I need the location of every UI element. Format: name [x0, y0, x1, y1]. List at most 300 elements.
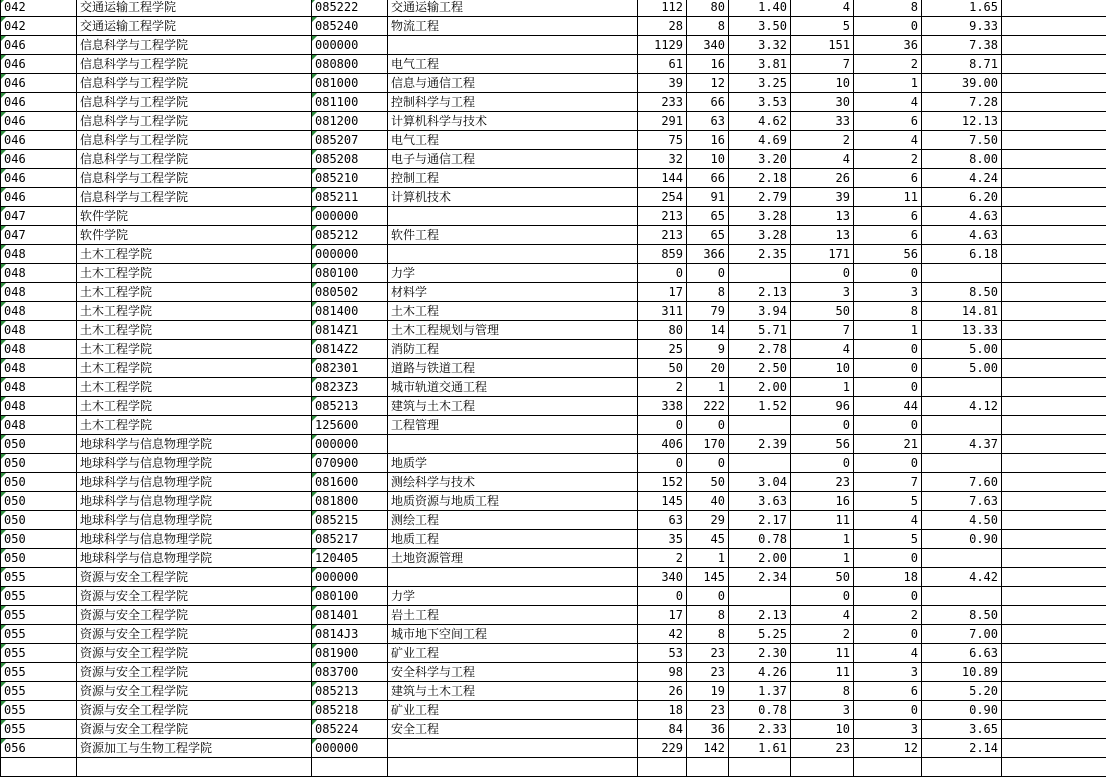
cell-value-1[interactable]: 80 [638, 321, 687, 340]
cell-value-1[interactable]: 0 [638, 416, 687, 435]
cell-ratio-2[interactable]: 7.38 [922, 36, 1002, 55]
cell-major-code[interactable]: 0823Z3 [312, 378, 388, 397]
cell-dept-name[interactable]: 土木工程学院 [77, 340, 312, 359]
cell-dept-code[interactable]: 047 [1, 207, 77, 226]
cell-value-3[interactable]: 4 [791, 606, 854, 625]
cell-dept-code[interactable]: 048 [1, 245, 77, 264]
cell-ratio-1[interactable]: 2.30 [729, 644, 791, 663]
cell-ratio-2[interactable]: 13.33 [922, 321, 1002, 340]
cell-dept-code[interactable]: 048 [1, 359, 77, 378]
cell-major-name[interactable] [388, 36, 638, 55]
cell-ratio-1[interactable] [729, 587, 791, 606]
cell-ratio-2[interactable]: 5.20 [922, 682, 1002, 701]
cell-dept-code[interactable]: 050 [1, 511, 77, 530]
cell-ratio-1[interactable]: 5.25 [729, 625, 791, 644]
cell-value-3[interactable]: 7 [791, 321, 854, 340]
cell-ratio-1[interactable]: 3.63 [729, 492, 791, 511]
cell-major-name[interactable]: 消防工程 [388, 340, 638, 359]
cell-value-4[interactable]: 0 [854, 625, 922, 644]
cell-ratio-2[interactable]: 5.00 [922, 359, 1002, 378]
cell-value-3[interactable]: 0 [791, 454, 854, 473]
cell-ratio-1[interactable]: 1.40 [729, 0, 791, 17]
cell-dept-name[interactable]: 土木工程学院 [77, 283, 312, 302]
cell-major-name[interactable]: 计算机科学与技术 [388, 112, 638, 131]
cell-dept-name[interactable]: 地球科学与信息物理学院 [77, 530, 312, 549]
cell-value-4[interactable]: 7 [854, 473, 922, 492]
cell-value-2[interactable]: 170 [687, 435, 729, 454]
cell-value-4[interactable]: 0 [854, 340, 922, 359]
cell-ratio-1[interactable] [729, 758, 791, 777]
cell-value-2[interactable]: 40 [687, 492, 729, 511]
cell-extra[interactable] [1002, 283, 1106, 302]
cell-dept-code[interactable] [1, 758, 77, 777]
cell-ratio-2[interactable]: 7.00 [922, 625, 1002, 644]
cell-value-2[interactable]: 50 [687, 473, 729, 492]
cell-ratio-2[interactable]: 5.00 [922, 340, 1002, 359]
cell-major-code[interactable]: 125600 [312, 416, 388, 435]
cell-ratio-1[interactable]: 1.37 [729, 682, 791, 701]
cell-dept-code[interactable]: 048 [1, 416, 77, 435]
cell-value-2[interactable]: 8 [687, 17, 729, 36]
cell-value-4[interactable]: 3 [854, 283, 922, 302]
cell-dept-name[interactable]: 交通运输工程学院 [77, 0, 312, 17]
cell-value-1[interactable]: 406 [638, 435, 687, 454]
cell-ratio-2[interactable]: 4.63 [922, 207, 1002, 226]
cell-major-code[interactable]: 085222 [312, 0, 388, 17]
cell-dept-name[interactable]: 土木工程学院 [77, 302, 312, 321]
cell-value-2[interactable]: 36 [687, 720, 729, 739]
cell-dept-code[interactable]: 048 [1, 302, 77, 321]
cell-value-1[interactable]: 291 [638, 112, 687, 131]
cell-major-code[interactable]: 080800 [312, 55, 388, 74]
cell-value-3[interactable]: 0 [791, 264, 854, 283]
cell-extra[interactable] [1002, 416, 1106, 435]
cell-value-1[interactable]: 311 [638, 302, 687, 321]
cell-ratio-1[interactable]: 2.13 [729, 606, 791, 625]
cell-dept-code[interactable]: 046 [1, 169, 77, 188]
cell-extra[interactable] [1002, 511, 1106, 530]
cell-value-2[interactable]: 10 [687, 150, 729, 169]
cell-value-3[interactable]: 3 [791, 701, 854, 720]
cell-value-1[interactable]: 0 [638, 587, 687, 606]
cell-ratio-2[interactable]: 4.12 [922, 397, 1002, 416]
cell-ratio-2[interactable] [922, 264, 1002, 283]
cell-extra[interactable] [1002, 245, 1106, 264]
cell-ratio-1[interactable]: 2.00 [729, 378, 791, 397]
cell-extra[interactable] [1002, 169, 1106, 188]
cell-major-name[interactable]: 土地资源管理 [388, 549, 638, 568]
cell-major-code[interactable]: 081900 [312, 644, 388, 663]
cell-value-3[interactable]: 3 [791, 283, 854, 302]
cell-extra[interactable] [1002, 378, 1106, 397]
cell-extra[interactable] [1002, 492, 1106, 511]
cell-major-code[interactable]: 080100 [312, 587, 388, 606]
cell-dept-name[interactable]: 资源与安全工程学院 [77, 606, 312, 625]
cell-dept-code[interactable]: 050 [1, 549, 77, 568]
cell-ratio-2[interactable]: 6.20 [922, 188, 1002, 207]
cell-dept-name[interactable]: 资源加工与生物工程学院 [77, 739, 312, 758]
cell-major-name[interactable]: 土木工程 [388, 302, 638, 321]
cell-major-code[interactable]: 085212 [312, 226, 388, 245]
cell-value-2[interactable]: 66 [687, 169, 729, 188]
cell-value-1[interactable]: 26 [638, 682, 687, 701]
cell-value-4[interactable]: 4 [854, 131, 922, 150]
cell-value-3[interactable] [791, 758, 854, 777]
cell-extra[interactable] [1002, 340, 1106, 359]
cell-value-2[interactable]: 9 [687, 340, 729, 359]
cell-value-1[interactable]: 213 [638, 207, 687, 226]
cell-extra[interactable] [1002, 701, 1106, 720]
cell-ratio-2[interactable] [922, 549, 1002, 568]
cell-value-2[interactable]: 16 [687, 131, 729, 150]
cell-value-3[interactable]: 0 [791, 587, 854, 606]
cell-dept-code[interactable]: 050 [1, 473, 77, 492]
cell-dept-code[interactable]: 055 [1, 587, 77, 606]
cell-major-name[interactable] [388, 245, 638, 264]
cell-major-code[interactable]: 085217 [312, 530, 388, 549]
cell-major-code[interactable]: 081000 [312, 74, 388, 93]
cell-value-3[interactable]: 7 [791, 55, 854, 74]
cell-value-3[interactable]: 0 [791, 416, 854, 435]
cell-value-2[interactable]: 65 [687, 207, 729, 226]
cell-major-name[interactable]: 电气工程 [388, 131, 638, 150]
cell-major-name[interactable]: 测绘科学与技术 [388, 473, 638, 492]
cell-value-3[interactable]: 16 [791, 492, 854, 511]
cell-dept-code[interactable]: 055 [1, 644, 77, 663]
cell-ratio-2[interactable]: 12.13 [922, 112, 1002, 131]
cell-major-code[interactable]: 081800 [312, 492, 388, 511]
cell-extra[interactable] [1002, 264, 1106, 283]
cell-dept-code[interactable]: 046 [1, 131, 77, 150]
cell-value-2[interactable]: 0 [687, 587, 729, 606]
cell-major-name[interactable]: 建筑与土木工程 [388, 682, 638, 701]
cell-dept-name[interactable]: 土木工程学院 [77, 264, 312, 283]
cell-dept-code[interactable]: 050 [1, 435, 77, 454]
cell-value-1[interactable]: 32 [638, 150, 687, 169]
cell-value-4[interactable]: 0 [854, 701, 922, 720]
cell-value-2[interactable]: 14 [687, 321, 729, 340]
cell-extra[interactable] [1002, 397, 1106, 416]
cell-ratio-1[interactable]: 2.35 [729, 245, 791, 264]
cell-dept-name[interactable]: 地球科学与信息物理学院 [77, 435, 312, 454]
cell-value-1[interactable]: 1129 [638, 36, 687, 55]
cell-major-name[interactable]: 信息与通信工程 [388, 74, 638, 93]
cell-ratio-1[interactable] [729, 264, 791, 283]
cell-ratio-2[interactable]: 4.63 [922, 226, 1002, 245]
cell-value-3[interactable]: 1 [791, 378, 854, 397]
cell-value-4[interactable]: 12 [854, 739, 922, 758]
cell-value-3[interactable]: 26 [791, 169, 854, 188]
cell-value-1[interactable]: 17 [638, 606, 687, 625]
cell-value-4[interactable]: 56 [854, 245, 922, 264]
cell-value-4[interactable]: 2 [854, 606, 922, 625]
cell-value-3[interactable]: 96 [791, 397, 854, 416]
cell-value-4[interactable]: 3 [854, 663, 922, 682]
cell-value-4[interactable]: 2 [854, 55, 922, 74]
cell-extra[interactable] [1002, 0, 1106, 17]
cell-dept-name[interactable]: 信息科学与工程学院 [77, 93, 312, 112]
cell-dept-name[interactable]: 交通运输工程学院 [77, 17, 312, 36]
cell-value-1[interactable]: 17 [638, 283, 687, 302]
cell-ratio-2[interactable]: 8.50 [922, 283, 1002, 302]
cell-extra[interactable] [1002, 188, 1106, 207]
cell-major-code[interactable]: 000000 [312, 435, 388, 454]
cell-dept-name[interactable]: 资源与安全工程学院 [77, 682, 312, 701]
cell-value-2[interactable]: 66 [687, 93, 729, 112]
cell-value-4[interactable]: 5 [854, 492, 922, 511]
cell-value-2[interactable]: 65 [687, 226, 729, 245]
cell-major-code[interactable]: 081200 [312, 112, 388, 131]
cell-dept-code[interactable]: 050 [1, 530, 77, 549]
cell-value-2[interactable]: 0 [687, 416, 729, 435]
cell-major-name[interactable]: 力学 [388, 587, 638, 606]
cell-major-code[interactable]: 085240 [312, 17, 388, 36]
cell-value-3[interactable]: 50 [791, 302, 854, 321]
cell-ratio-1[interactable]: 2.17 [729, 511, 791, 530]
cell-major-name[interactable] [388, 435, 638, 454]
cell-value-3[interactable]: 39 [791, 188, 854, 207]
cell-ratio-2[interactable]: 1.65 [922, 0, 1002, 17]
cell-major-code[interactable]: 081400 [312, 302, 388, 321]
cell-value-4[interactable]: 4 [854, 93, 922, 112]
cell-dept-code[interactable]: 048 [1, 378, 77, 397]
cell-extra[interactable] [1002, 758, 1106, 777]
cell-ratio-1[interactable] [729, 416, 791, 435]
cell-ratio-2[interactable]: 6.18 [922, 245, 1002, 264]
cell-dept-name[interactable]: 地球科学与信息物理学院 [77, 549, 312, 568]
cell-extra[interactable] [1002, 625, 1106, 644]
cell-value-4[interactable]: 4 [854, 644, 922, 663]
cell-dept-code[interactable]: 055 [1, 568, 77, 587]
cell-value-2[interactable]: 8 [687, 606, 729, 625]
cell-major-code[interactable]: 0814J3 [312, 625, 388, 644]
cell-value-4[interactable]: 0 [854, 454, 922, 473]
cell-dept-name[interactable]: 地球科学与信息物理学院 [77, 473, 312, 492]
cell-ratio-1[interactable]: 3.81 [729, 55, 791, 74]
cell-ratio-1[interactable]: 3.50 [729, 17, 791, 36]
cell-value-4[interactable]: 44 [854, 397, 922, 416]
cell-value-1[interactable]: 0 [638, 454, 687, 473]
cell-value-4[interactable]: 6 [854, 207, 922, 226]
cell-value-2[interactable]: 145 [687, 568, 729, 587]
cell-ratio-2[interactable] [922, 454, 1002, 473]
cell-value-4[interactable]: 0 [854, 17, 922, 36]
cell-value-4[interactable]: 0 [854, 264, 922, 283]
cell-ratio-2[interactable]: 4.24 [922, 169, 1002, 188]
cell-value-4[interactable]: 11 [854, 188, 922, 207]
cell-value-4[interactable]: 6 [854, 682, 922, 701]
cell-ratio-2[interactable]: 10.89 [922, 663, 1002, 682]
cell-value-3[interactable]: 13 [791, 207, 854, 226]
cell-value-2[interactable]: 340 [687, 36, 729, 55]
cell-major-name[interactable]: 矿业工程 [388, 644, 638, 663]
cell-extra[interactable] [1002, 17, 1106, 36]
cell-major-name[interactable]: 地质资源与地质工程 [388, 492, 638, 511]
cell-value-4[interactable]: 5 [854, 530, 922, 549]
cell-ratio-1[interactable]: 3.20 [729, 150, 791, 169]
cell-major-code[interactable]: 085224 [312, 720, 388, 739]
cell-ratio-1[interactable]: 2.34 [729, 568, 791, 587]
cell-value-1[interactable]: 28 [638, 17, 687, 36]
cell-major-code[interactable]: 085211 [312, 188, 388, 207]
cell-ratio-2[interactable]: 9.33 [922, 17, 1002, 36]
cell-ratio-1[interactable]: 2.00 [729, 549, 791, 568]
cell-value-1[interactable]: 42 [638, 625, 687, 644]
cell-value-3[interactable]: 11 [791, 644, 854, 663]
cell-major-code[interactable]: 000000 [312, 207, 388, 226]
cell-major-name[interactable]: 力学 [388, 264, 638, 283]
cell-dept-code[interactable]: 046 [1, 188, 77, 207]
cell-value-4[interactable]: 3 [854, 720, 922, 739]
cell-ratio-1[interactable]: 2.50 [729, 359, 791, 378]
cell-extra[interactable] [1002, 739, 1106, 758]
cell-dept-name[interactable]: 土木工程学院 [77, 378, 312, 397]
cell-value-2[interactable]: 23 [687, 644, 729, 663]
cell-value-2[interactable]: 23 [687, 701, 729, 720]
cell-ratio-2[interactable]: 7.63 [922, 492, 1002, 511]
cell-extra[interactable] [1002, 112, 1106, 131]
cell-ratio-2[interactable]: 8.71 [922, 55, 1002, 74]
cell-ratio-2[interactable] [922, 416, 1002, 435]
cell-dept-name[interactable]: 土木工程学院 [77, 245, 312, 264]
cell-value-2[interactable]: 222 [687, 397, 729, 416]
cell-value-3[interactable]: 2 [791, 625, 854, 644]
cell-value-1[interactable]: 18 [638, 701, 687, 720]
cell-major-name[interactable]: 交通运输工程 [388, 0, 638, 17]
cell-major-name[interactable]: 城市地下空间工程 [388, 625, 638, 644]
cell-ratio-1[interactable]: 4.62 [729, 112, 791, 131]
cell-extra[interactable] [1002, 682, 1106, 701]
cell-value-2[interactable]: 63 [687, 112, 729, 131]
cell-major-name[interactable]: 地质学 [388, 454, 638, 473]
cell-ratio-2[interactable]: 8.50 [922, 606, 1002, 625]
cell-ratio-1[interactable]: 1.52 [729, 397, 791, 416]
cell-major-name[interactable]: 土木工程规划与管理 [388, 321, 638, 340]
cell-major-code[interactable]: 000000 [312, 36, 388, 55]
cell-major-code[interactable]: 085215 [312, 511, 388, 530]
cell-major-code[interactable]: 085218 [312, 701, 388, 720]
cell-major-code[interactable]: 081600 [312, 473, 388, 492]
cell-value-3[interactable]: 13 [791, 226, 854, 245]
cell-extra[interactable] [1002, 720, 1106, 739]
cell-dept-name[interactable]: 信息科学与工程学院 [77, 55, 312, 74]
cell-major-code[interactable]: 081401 [312, 606, 388, 625]
cell-dept-name[interactable]: 资源与安全工程学院 [77, 625, 312, 644]
cell-dept-name[interactable]: 土木工程学院 [77, 359, 312, 378]
cell-ratio-1[interactable]: 2.13 [729, 283, 791, 302]
cell-major-name[interactable]: 安全科学与工程 [388, 663, 638, 682]
cell-ratio-2[interactable]: 7.50 [922, 131, 1002, 150]
cell-value-3[interactable]: 1 [791, 530, 854, 549]
cell-major-code[interactable]: 083700 [312, 663, 388, 682]
cell-dept-code[interactable]: 055 [1, 606, 77, 625]
cell-dept-name[interactable]: 信息科学与工程学院 [77, 188, 312, 207]
cell-value-4[interactable]: 0 [854, 587, 922, 606]
cell-value-3[interactable]: 4 [791, 340, 854, 359]
cell-dept-code[interactable]: 056 [1, 739, 77, 758]
cell-dept-name[interactable]: 资源与安全工程学院 [77, 587, 312, 606]
cell-major-name[interactable]: 控制工程 [388, 169, 638, 188]
cell-value-3[interactable]: 33 [791, 112, 854, 131]
cell-dept-name[interactable]: 资源与安全工程学院 [77, 644, 312, 663]
cell-dept-code[interactable]: 050 [1, 454, 77, 473]
cell-value-1[interactable]: 859 [638, 245, 687, 264]
cell-dept-code[interactable]: 048 [1, 340, 77, 359]
cell-ratio-1[interactable]: 3.28 [729, 207, 791, 226]
cell-extra[interactable] [1002, 435, 1106, 454]
cell-major-name[interactable]: 道路与铁道工程 [388, 359, 638, 378]
cell-value-3[interactable]: 10 [791, 720, 854, 739]
cell-major-name[interactable]: 安全工程 [388, 720, 638, 739]
cell-ratio-1[interactable]: 2.39 [729, 435, 791, 454]
cell-extra[interactable] [1002, 150, 1106, 169]
cell-value-4[interactable]: 2 [854, 150, 922, 169]
cell-ratio-1[interactable]: 4.26 [729, 663, 791, 682]
cell-ratio-2[interactable]: 4.50 [922, 511, 1002, 530]
cell-extra[interactable] [1002, 549, 1106, 568]
cell-major-code[interactable]: 085213 [312, 682, 388, 701]
cell-extra[interactable] [1002, 530, 1106, 549]
cell-dept-name[interactable]: 资源与安全工程学院 [77, 568, 312, 587]
cell-value-1[interactable]: 53 [638, 644, 687, 663]
cell-value-1[interactable]: 39 [638, 74, 687, 93]
cell-dept-code[interactable]: 048 [1, 397, 77, 416]
cell-extra[interactable] [1002, 55, 1106, 74]
cell-ratio-1[interactable]: 3.04 [729, 473, 791, 492]
cell-ratio-2[interactable]: 6.63 [922, 644, 1002, 663]
cell-value-2[interactable]: 16 [687, 55, 729, 74]
cell-major-code[interactable]: 085207 [312, 131, 388, 150]
cell-value-4[interactable]: 6 [854, 169, 922, 188]
cell-major-code[interactable]: 080100 [312, 264, 388, 283]
cell-major-code[interactable] [312, 758, 388, 777]
cell-ratio-1[interactable]: 2.79 [729, 188, 791, 207]
cell-value-2[interactable]: 8 [687, 283, 729, 302]
cell-value-4[interactable]: 8 [854, 302, 922, 321]
cell-ratio-1[interactable] [729, 454, 791, 473]
cell-ratio-2[interactable]: 4.42 [922, 568, 1002, 587]
cell-value-3[interactable]: 11 [791, 663, 854, 682]
cell-value-4[interactable]: 8 [854, 0, 922, 17]
cell-value-1[interactable]: 75 [638, 131, 687, 150]
cell-value-1[interactable]: 254 [638, 188, 687, 207]
cell-value-2[interactable]: 79 [687, 302, 729, 321]
cell-major-code[interactable]: 085213 [312, 397, 388, 416]
cell-value-1[interactable]: 112 [638, 0, 687, 17]
cell-dept-code[interactable]: 046 [1, 93, 77, 112]
cell-ratio-2[interactable]: 7.28 [922, 93, 1002, 112]
cell-extra[interactable] [1002, 207, 1106, 226]
cell-value-1[interactable]: 0 [638, 264, 687, 283]
cell-dept-name[interactable]: 信息科学与工程学院 [77, 150, 312, 169]
cell-value-3[interactable]: 10 [791, 359, 854, 378]
cell-dept-name[interactable]: 资源与安全工程学院 [77, 720, 312, 739]
cell-major-code[interactable]: 000000 [312, 568, 388, 587]
cell-value-1[interactable]: 152 [638, 473, 687, 492]
cell-dept-code[interactable]: 042 [1, 17, 77, 36]
cell-value-4[interactable]: 6 [854, 226, 922, 245]
cell-major-code[interactable]: 0814Z2 [312, 340, 388, 359]
cell-dept-name[interactable]: 资源与安全工程学院 [77, 663, 312, 682]
cell-major-name[interactable]: 计算机技术 [388, 188, 638, 207]
cell-extra[interactable] [1002, 663, 1106, 682]
cell-ratio-2[interactable]: 0.90 [922, 530, 1002, 549]
cell-ratio-1[interactable]: 2.33 [729, 720, 791, 739]
cell-value-1[interactable]: 61 [638, 55, 687, 74]
cell-value-3[interactable]: 10 [791, 74, 854, 93]
cell-value-3[interactable]: 23 [791, 473, 854, 492]
cell-value-2[interactable]: 0 [687, 264, 729, 283]
